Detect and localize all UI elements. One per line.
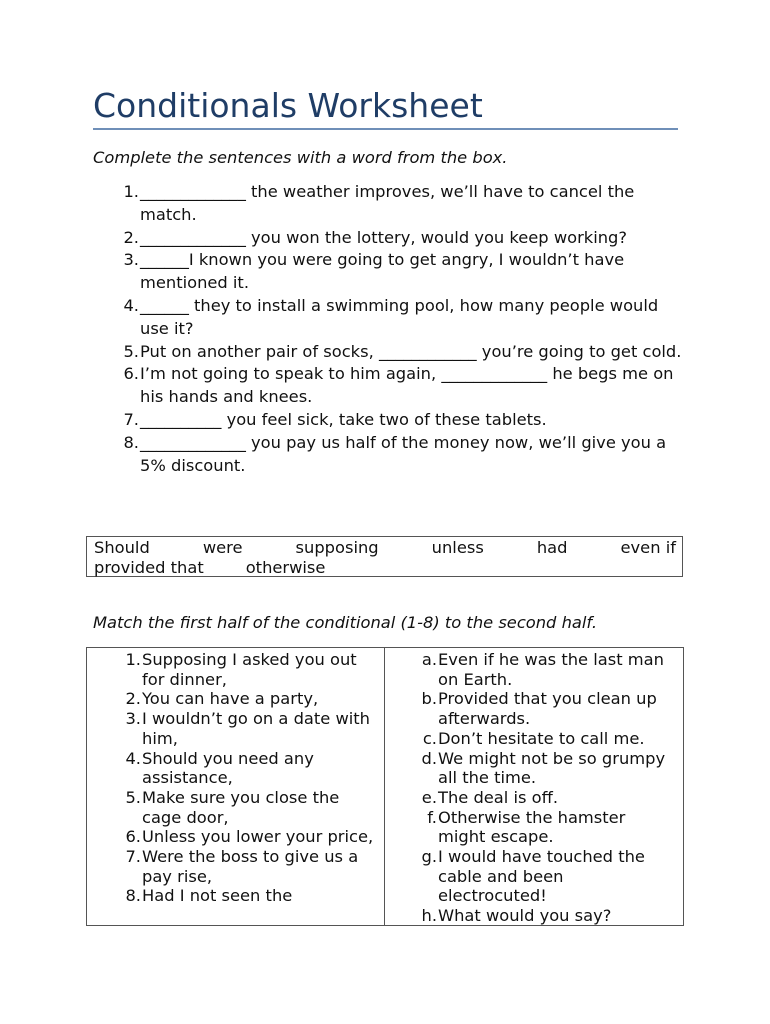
sentence-text: ______ they to install a swimming pool, how many people would use it? bbox=[140, 295, 659, 338]
sentence-text: __________ you feel sick, take two of these tablets. bbox=[140, 409, 547, 429]
first-half-item bbox=[87, 650, 384, 689]
item-letter: f. bbox=[427, 807, 437, 827]
item-text: Had I not seen the bbox=[142, 886, 293, 906]
instruction-complete: Complete the sentences with a word from the box. bbox=[93, 148, 508, 167]
sentence-item bbox=[93, 341, 683, 364]
first-halves-column bbox=[87, 648, 385, 925]
item-number: 3. bbox=[125, 709, 141, 729]
item-text: Even if he was the last man on Earth. bbox=[438, 650, 664, 689]
page-title: Conditionals Worksheet bbox=[93, 86, 483, 125]
sentence-item bbox=[93, 363, 683, 409]
item-letter: g. bbox=[421, 847, 437, 867]
sentence-item bbox=[93, 432, 683, 478]
first-half-item bbox=[87, 749, 384, 788]
item-letter: b. bbox=[421, 689, 437, 709]
word-option: even if bbox=[620, 538, 676, 557]
word-box-row bbox=[94, 538, 676, 558]
item-number: 8. bbox=[125, 886, 141, 906]
item-text: The deal is off. bbox=[438, 787, 559, 807]
sentence-list bbox=[93, 181, 683, 477]
sentence-text: ______I known you were going to get angry, I wouldn’t have mentioned it. bbox=[140, 250, 625, 293]
first-half-item bbox=[87, 709, 384, 748]
item-text: Provided that you clean up afterwards. bbox=[438, 689, 657, 729]
item-text: I would have touched the cable and been electrocuted! bbox=[438, 847, 645, 906]
word-option: had bbox=[536, 538, 568, 557]
instruction-match: Match the first half of the conditional (1-8) to the second half. bbox=[93, 613, 598, 632]
first-half-item bbox=[87, 689, 384, 709]
first-half-item bbox=[87, 847, 384, 886]
item-text: You can have a party, bbox=[142, 689, 319, 709]
item-text: I wouldn’t go on a date with him, bbox=[142, 709, 370, 748]
item-text: Should you need any assistance, bbox=[142, 748, 314, 788]
item-letter: d. bbox=[421, 748, 437, 768]
item-text: Supposing I asked you out for dinner, bbox=[142, 650, 357, 689]
second-halves-list bbox=[385, 650, 683, 926]
sentence-number: 6. bbox=[123, 364, 139, 384]
second-half-item bbox=[385, 788, 683, 808]
word-option: Should bbox=[94, 538, 150, 557]
second-half-item bbox=[385, 749, 683, 788]
second-half-item bbox=[385, 650, 683, 689]
item-number: 1. bbox=[125, 650, 141, 669]
sentence-text: _____________ you pay us half of the money now, we’ll give you a 5% discount. bbox=[140, 432, 667, 475]
item-number: 2. bbox=[125, 689, 141, 709]
item-text: What would you say? bbox=[438, 906, 612, 926]
word-box bbox=[86, 536, 683, 577]
item-text: Were the boss to give us a pay rise, bbox=[142, 847, 359, 886]
sentence-number: 4. bbox=[123, 295, 139, 315]
second-half-item bbox=[385, 808, 683, 847]
item-number: 7. bbox=[125, 847, 141, 867]
second-halves-column bbox=[385, 648, 683, 925]
item-text: Don’t hesitate to call me. bbox=[438, 728, 645, 748]
sentence-item bbox=[93, 227, 683, 250]
sentence-item bbox=[93, 409, 683, 432]
word-option: otherwise bbox=[245, 557, 326, 577]
word-option: provided that bbox=[94, 557, 204, 577]
sentence-number: 3. bbox=[123, 250, 139, 270]
item-letter: c. bbox=[422, 728, 437, 748]
second-half-item bbox=[385, 729, 683, 749]
second-half-item bbox=[385, 906, 683, 926]
sentence-item bbox=[93, 249, 683, 295]
sentence-number: 2. bbox=[123, 227, 139, 247]
item-letter: a. bbox=[421, 650, 437, 669]
sentence-text: _____________ the weather improves, we’ll have to cancel the match. bbox=[140, 182, 635, 224]
word-option: were bbox=[202, 538, 243, 557]
item-letter: e. bbox=[421, 787, 437, 807]
item-letter: h. bbox=[421, 906, 437, 926]
word-box-row bbox=[94, 558, 676, 578]
second-half-item bbox=[385, 689, 683, 728]
sentence-number: 1. bbox=[123, 182, 139, 201]
first-halves-list bbox=[87, 650, 384, 906]
item-text: Make sure you close the cage door, bbox=[142, 787, 340, 827]
word-option: unless bbox=[431, 538, 484, 557]
first-half-item bbox=[87, 788, 384, 827]
sentence-text: I’m not going to speak to him again, _____________ he begs me on his hands and knees. bbox=[140, 364, 674, 407]
item-text: Unless you lower your price, bbox=[142, 827, 374, 847]
sentence-number: 5. bbox=[123, 341, 139, 361]
item-number: 5. bbox=[125, 787, 141, 807]
sentence-text: _____________ you won the lottery, would you keep working? bbox=[140, 227, 628, 247]
first-half-item bbox=[87, 886, 384, 906]
word-option: supposing bbox=[295, 538, 379, 557]
item-text: Otherwise the hamster might escape. bbox=[438, 807, 626, 847]
first-half-item bbox=[87, 827, 384, 847]
item-number: 6. bbox=[125, 827, 141, 847]
sentence-item bbox=[93, 295, 683, 341]
title-underline bbox=[93, 128, 678, 130]
second-half-item bbox=[385, 847, 683, 906]
sentence-number: 8. bbox=[123, 432, 139, 452]
item-number: 4. bbox=[125, 748, 141, 768]
sentence-text: Put on another pair of socks, ____________ you’re going to get cold. bbox=[140, 341, 682, 361]
item-text: We might not be so grumpy all the time. bbox=[438, 748, 666, 788]
matching-table bbox=[86, 647, 684, 926]
sentence-item bbox=[93, 181, 683, 227]
sentence-number: 7. bbox=[123, 409, 139, 429]
